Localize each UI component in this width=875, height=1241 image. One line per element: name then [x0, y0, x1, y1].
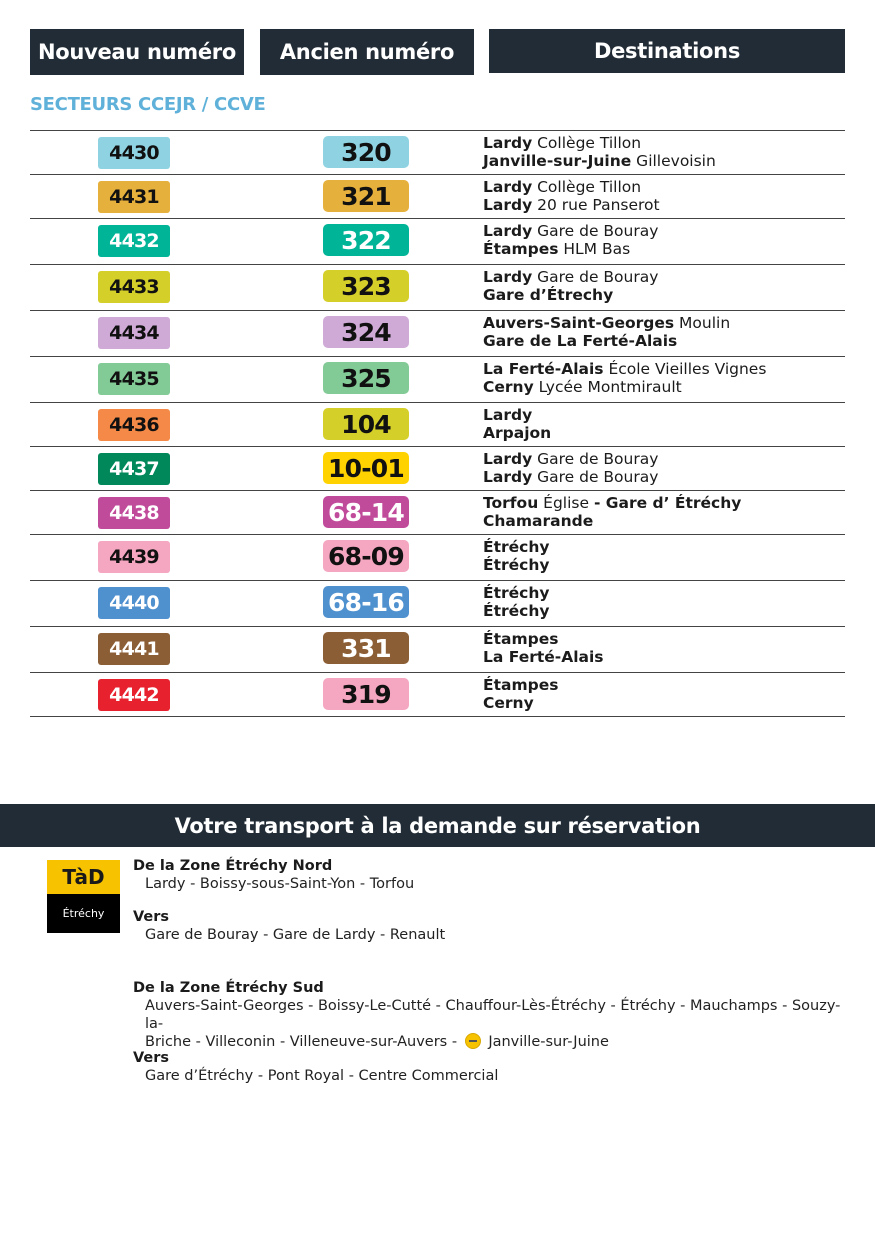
line-destinations [483, 494, 741, 530]
destination-2-stop: Gillevoisin [631, 152, 716, 170]
destination-1-town: Lardy [483, 178, 533, 196]
line-row [30, 175, 845, 219]
destination-1-stop: Gare de Bouray [532, 450, 659, 468]
destination-1-town: Étréchy [483, 538, 550, 556]
destination-1 [483, 222, 658, 240]
destination-1-town: Lardy [483, 450, 533, 468]
tad-logo-top: TàD [47, 860, 120, 894]
new-line-badge: 4435 [98, 363, 170, 395]
destination-2 [483, 556, 549, 574]
header-destinations: Destinations [489, 29, 845, 73]
destination-1-town: Étréchy [483, 584, 550, 602]
destination-1-town: La Ferté-Alais [483, 360, 604, 378]
line-row [30, 447, 845, 491]
destination-1-stop: Église [538, 494, 594, 512]
new-line-badge: 4439 [98, 541, 170, 573]
destination-1 [483, 360, 766, 378]
old-line-badge: 320 [323, 136, 409, 168]
line-row [30, 627, 845, 673]
line-destinations [483, 134, 716, 170]
new-line-badge: 4441 [98, 633, 170, 665]
line-destinations [483, 268, 658, 304]
old-line-badge: 104 [323, 408, 409, 440]
line-row [30, 219, 845, 265]
old-line-badge: 323 [323, 270, 409, 302]
destination-2 [483, 424, 551, 442]
destination-2 [483, 196, 660, 214]
destination-1-town: Étampes [483, 630, 559, 648]
new-line-badge: 4442 [98, 679, 170, 711]
vers-sud-title: Vers [133, 1050, 170, 1066]
line-destinations [483, 538, 549, 574]
line-row [30, 403, 845, 447]
destination-2 [483, 332, 730, 350]
destination-2-town: Cerny [483, 694, 534, 712]
lines-table [30, 130, 845, 717]
zone-sud-list-line-1: Auvers-Saint-Georges - Boissy-Le-Cutté - Chauffour-Lès-Étréchy - Étréchy - Mauchamps - Souzy-la- [145, 998, 841, 1032]
line-destinations [483, 630, 604, 666]
line-row [30, 265, 845, 311]
destination-1-stop: École Vieilles Vignes [603, 360, 767, 378]
destination-1 [483, 494, 741, 512]
line-row [30, 131, 845, 175]
vers-sud [133, 1049, 498, 1085]
sector-title: SECTEURS CCEJR / CCVE [30, 94, 266, 115]
destination-2-town: Étréchy [483, 602, 550, 620]
header-new-number: Nouveau numéro [30, 29, 244, 75]
new-line-badge: 4431 [98, 181, 170, 213]
new-line-badge: 4440 [98, 587, 170, 619]
destination-2-town: Gare de La Ferté-Alais [483, 332, 678, 350]
destination-2-town: Lardy [483, 196, 533, 214]
zone-sud [133, 979, 843, 1051]
old-line-badge: 68-09 [323, 540, 409, 572]
destination-2-town: Lardy [483, 468, 533, 486]
destination-1 [483, 676, 558, 694]
line-row [30, 535, 845, 581]
destination-1-town: Lardy [483, 406, 533, 424]
destination-1-stop: Moulin [674, 314, 731, 332]
tad-banner: Votre transport à la demande sur réservation [0, 804, 875, 847]
zone-nord-title: De la Zone Étréchy Nord [133, 858, 333, 874]
destination-1 [483, 134, 716, 152]
old-line-badge: 331 [323, 632, 409, 664]
destination-2 [483, 286, 658, 304]
line-destinations [483, 584, 549, 620]
destination-2-town: Arpajon [483, 424, 552, 442]
new-line-badge: 4433 [98, 271, 170, 303]
old-line-badge: 324 [323, 316, 409, 348]
destination-1 [483, 538, 549, 556]
destination-2 [483, 512, 741, 530]
destination-2-town: La Ferté-Alais [483, 648, 604, 666]
destination-1 [483, 268, 658, 286]
old-line-badge: 322 [323, 224, 409, 256]
zone-sud-title: De la Zone Étréchy Sud [133, 980, 324, 996]
destination-2-town: Cerny [483, 378, 534, 396]
vers-nord-list: Gare de Bouray - Gare de Lardy - Renault [145, 927, 446, 943]
old-line-badge: 68-16 [323, 586, 409, 618]
vers-sud-list: Gare d’Étréchy - Pont Royal - Centre Commercial [145, 1068, 499, 1084]
destination-2 [483, 648, 604, 666]
destination-1-town: Étampes [483, 676, 559, 694]
line-row [30, 673, 845, 717]
destination-2 [483, 694, 558, 712]
destination-1 [483, 314, 730, 332]
line-row [30, 581, 845, 627]
destination-1 [483, 584, 549, 602]
destination-1 [483, 450, 658, 468]
new-line-badge: 4438 [98, 497, 170, 529]
destination-1 [483, 178, 660, 196]
vers-nord [133, 908, 445, 944]
destination-2 [483, 152, 716, 170]
destination-1-town-2: - Gare d’ Étréchy [593, 494, 742, 512]
zone-sud-list-part-a: Briche - Villeconin - Villeneuve-sur-Auvers - [145, 1034, 458, 1050]
destination-2 [483, 468, 658, 486]
destination-2-stop: 20 rue Panserot [532, 196, 660, 214]
destination-2 [483, 602, 549, 620]
tad-stop-icon [465, 1033, 481, 1049]
new-line-badge: 4437 [98, 453, 170, 485]
destination-2-stop: HLM Bas [558, 240, 631, 258]
old-line-badge: 325 [323, 362, 409, 394]
destination-1 [483, 406, 551, 424]
old-line-badge: 10-01 [323, 452, 409, 484]
destination-2-stop: Gare de Bouray [532, 468, 659, 486]
destination-2-town: Gare d’Étrechy [483, 286, 614, 304]
destination-2-town: Janville-sur-Juine [483, 152, 632, 170]
line-destinations [483, 360, 766, 396]
destination-2 [483, 240, 658, 258]
new-line-badge: 4434 [98, 317, 170, 349]
destination-1-town: Lardy [483, 222, 533, 240]
zone-sud-list-part-b: Janville-sur-Juine [488, 1034, 609, 1050]
line-destinations [483, 676, 558, 712]
destination-1-stop: Gare de Bouray [532, 268, 659, 286]
line-row [30, 311, 845, 357]
line-row [30, 357, 845, 403]
zone-nord [133, 857, 414, 893]
line-destinations [483, 222, 658, 258]
destination-1-stop: Collège Tillon [532, 134, 642, 152]
tad-logo-bottom: Étréchy [47, 894, 120, 933]
vers-nord-title: Vers [133, 909, 170, 925]
destination-1-town: Lardy [483, 134, 533, 152]
zone-nord-list: Lardy - Boissy-sous-Saint-Yon - Torfou [145, 876, 415, 892]
destination-2-stop: Lycée Montmirault [533, 378, 682, 396]
new-line-badge: 4430 [98, 137, 170, 169]
destination-1-town: Torfou [483, 494, 539, 512]
line-destinations [483, 406, 551, 442]
destination-1-stop: Gare de Bouray [532, 222, 659, 240]
destination-2-town: Chamarande [483, 512, 594, 530]
destination-2-town: Étréchy [483, 556, 550, 574]
line-row [30, 491, 845, 535]
old-line-badge: 68-14 [323, 496, 409, 528]
destination-1-town: Lardy [483, 268, 533, 286]
destination-2-town: Étampes [483, 240, 559, 258]
destination-1 [483, 630, 604, 648]
line-destinations [483, 178, 660, 214]
old-line-badge: 319 [323, 678, 409, 710]
line-destinations [483, 450, 658, 486]
tad-logo [47, 860, 120, 933]
line-destinations [483, 314, 730, 350]
header-old-number: Ancien numéro [260, 29, 474, 75]
old-line-badge: 321 [323, 180, 409, 212]
destination-1-stop: Collège Tillon [532, 178, 642, 196]
new-line-badge: 4436 [98, 409, 170, 441]
destination-2 [483, 378, 766, 396]
new-line-badge: 4432 [98, 225, 170, 257]
destination-1-town: Auvers-Saint-Georges [483, 314, 675, 332]
